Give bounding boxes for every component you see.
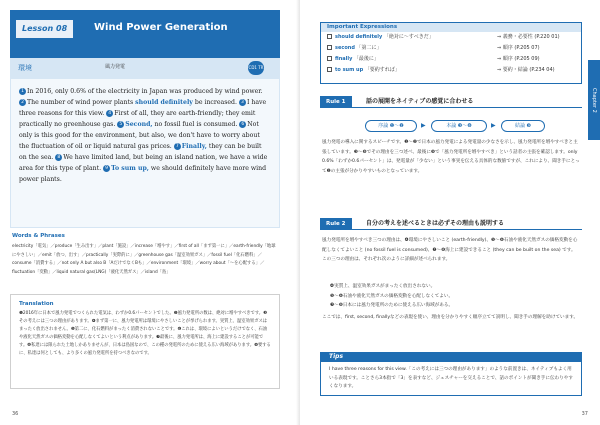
translation-title: Translation [19, 301, 54, 307]
expression-row [321, 43, 581, 54]
flow-arrow-icon: ▶ [421, 122, 426, 129]
chapter-side-tab: Chapter 2 [588, 60, 600, 140]
sentence-text: no fossil fuel is consumed. [152, 121, 240, 128]
rule1-header [320, 96, 582, 108]
flow-body: 本論 ❸～❽ [431, 120, 487, 132]
lesson-number: Lesson 08 [16, 20, 73, 38]
passage-sentence [117, 121, 239, 128]
expression-row [321, 32, 581, 43]
sentence-number: 6 [239, 121, 246, 128]
translation-box [10, 294, 280, 389]
sentence-number: 9 [103, 165, 110, 172]
key-expression: Finally, [181, 143, 207, 150]
expression-japanese: 「最後に」 [352, 56, 379, 62]
expression-reference: ⇒ 要約・結論 (P.234 04) [497, 67, 555, 73]
sentence-number: 4 [106, 110, 113, 117]
sentence-number: 5 [117, 121, 124, 128]
page-number-right: 37 [581, 411, 588, 417]
expression-reference: ⇒ 順序 (P.205 09) [497, 56, 540, 62]
expression-row [321, 54, 581, 65]
flow-arrow-icon: ▶ [491, 122, 496, 129]
expression-english: second [335, 45, 355, 51]
rule2-tag: Rule 2 [320, 218, 352, 230]
list-item: ❹実質上、温室効果ガスがまったく放出されない。 [330, 284, 436, 289]
topic-subtitle: 風力発電 [105, 64, 126, 70]
expression-row [321, 65, 581, 76]
sentence-number: 1 [19, 88, 26, 95]
checkbox[interactable] [327, 45, 332, 50]
lesson-header [10, 10, 280, 58]
expression-english: to sum up [335, 67, 364, 73]
topic-tab [10, 58, 280, 78]
flow-conclusion: 結論 ❾ [501, 120, 545, 132]
words-phrases-title: Words & Phrases [12, 233, 65, 239]
checkbox[interactable] [327, 34, 332, 39]
sentence-text: The number of wind power plants [27, 99, 136, 106]
expression-reference: ⇒ 義務・必要性 (P.220 01) [497, 34, 560, 40]
translation-text: ❶2016年に日本で風力発電でつくられた電気は、わずか0.6パーセントでした。❷風力発電所の数は、絶対に増やすべきです。❸その考えには三つの理由があります。❹まず第一に、風力発電所は環境にやさしいことが挙げられます。実質上、温室効果ガスはまったく放出されません。❺第二に、化石燃料がまったく消費されないことです。❻これは、環境によいというだけでなく、石油や液化天然ガスの価格変動を心配しなくてよいという利点があります。❼最後に、風力発電所は、海上に建設することが可能です。❽私達には限られた土地しかありませんが、日本は島国なので、この種の発電所のために使える広い海域があります。❾要するに、私達は何としても、より多くの風力発電所を持つべきなのです。 [19, 311, 271, 356]
words-phrases: electricity「電気」／produce「生み出す」／plant「施設」／increase「増やす」／first of all「まず第一に」／earth-friendly「地球にやさしい」／emit「放つ、出す」／practically「実際的に」／greenhouse gas「温室効果ガス」／fossil fuel「化石燃料」／consume「消費する」／not only A but also B「AだけでなくBも」／environment「環境」／worry about「～を心配する」／fluctuation「変動」／liquid natural gas(LNG)「液化天然ガス」／island「島」 [12, 244, 276, 275]
checkbox[interactable] [327, 56, 332, 61]
page-number-left: 36 [12, 411, 19, 417]
sentence-text: Not only is this good for the environment, but also, we don't have to worry about the fluctuation of oil or liquid natural gas prices. [19, 121, 260, 150]
list-item: ❺～❻石油や液化天然ガスの価格変動を心配しなくてよい。 [330, 293, 454, 299]
expression-english: finally [335, 56, 353, 62]
expression-english: should definitely [335, 34, 383, 40]
important-expressions-title: Important Expressions [321, 23, 581, 32]
tips-box [320, 352, 582, 396]
checkbox[interactable] [327, 67, 332, 72]
sentence-text: In 2016, only 0.6% of the electricity in Japan was produced by wind power. [27, 88, 263, 95]
list-item: ❼～❽日本には風力発電所のために使える広い海域がある。 [330, 303, 454, 308]
sentence-text: First of all, they are earth-friendly; they emit practically no greenhouse gas. [19, 110, 256, 128]
rule1-tag: Rule 1 [320, 96, 352, 108]
sentence-text: they can be built on the sea. [19, 143, 262, 161]
expression-japanese: 「第二に」 [354, 45, 382, 51]
passage-sentence [19, 99, 239, 106]
reading-passage [10, 78, 280, 228]
rule2-body: 風力発電所を増やすべき三つの理由は、❹環境にやさしいこと (earth-friendly)、❺～❻石油や液化天然ガスの価格変動を心配しなくてよいこと (no fossil fuel is consumed)、❼～❽海上に建設できること (they can be built on the sea) です。この三つの理由は、それぞれ次のように詳細が述べられます。 [322, 238, 578, 262]
tips-title: Tips [329, 353, 344, 360]
rule1-body: 風力発電の導入に関するスピーチです。❶～❷で日本の風力発電による発電量の少なさを示し、風力発電所を増やすべきと主張しています。❸～❽でその理由を三つ述べ、最後に❾で「風力発電所を増やすべき」という話者の主張を確認します。only 0.6%「わずか0.6パーセント」は、発電量が「少ない」という事実を伝える具体的な数値ですが、これにより、聞き手にとって❷の主張が分かりやすいものとなっています。 [322, 140, 580, 174]
sentence-number: 3 [239, 99, 246, 106]
key-expression: should definitely [135, 99, 193, 106]
expression-japanese: 「絶対に～すべきだ」 [382, 34, 434, 40]
rule2-title: 自分の考えを述べるときは必ずその理由も説明する [366, 220, 505, 227]
rule2-header [320, 218, 582, 230]
sentence-text: I have three reasons for this view. [19, 99, 267, 117]
sentence-number: 2 [19, 99, 26, 106]
key-expression: To sum up, [111, 165, 149, 172]
topic-label: 環境 [18, 64, 32, 72]
audio-track-icon[interactable]: CD1 TR [248, 61, 264, 75]
lesson-title: Wind Power Generation [94, 22, 228, 33]
important-expressions-box [320, 22, 582, 84]
sentence-number: 8 [55, 154, 62, 161]
flow-intro: 序論 ❶～❷ [365, 120, 417, 132]
passage-sentence [19, 88, 263, 95]
rule2-list [330, 282, 580, 311]
rule1-title: 話の展開をネイティブの感覚に合わせる [366, 98, 474, 105]
expression-japanese: 「要約すれば」 [363, 67, 400, 73]
key-expression: Second, [125, 121, 153, 128]
expression-reference: ⇒ 順序 (P.205 07) [497, 45, 540, 51]
sentence-text: we should definitely have more wind power plants. [19, 165, 267, 183]
sentence-number: 7 [174, 143, 181, 150]
tips-text: I have three reasons for this view.「この考えには三つの理由があります」のような前置きは、ネイティブもよく用いる表現です。ことさら3本指で「3」を表すなど、ジェスチャーを交えることで、話のポイントが聞き手に伝わりやすくなります。 [329, 367, 573, 389]
right-page [300, 0, 600, 425]
rule2-closing: ここでは、first, second, finallyなどの表現を使い、理由を分かりやすく順序立てて説明し、聞き手の理解を助けています。 [322, 315, 579, 320]
structure-flow [365, 120, 565, 132]
sentence-text: be increased. [192, 99, 239, 106]
sentence-text: We have limited land, but being an island nation, we have a wide area for this type of plant. [19, 154, 268, 172]
